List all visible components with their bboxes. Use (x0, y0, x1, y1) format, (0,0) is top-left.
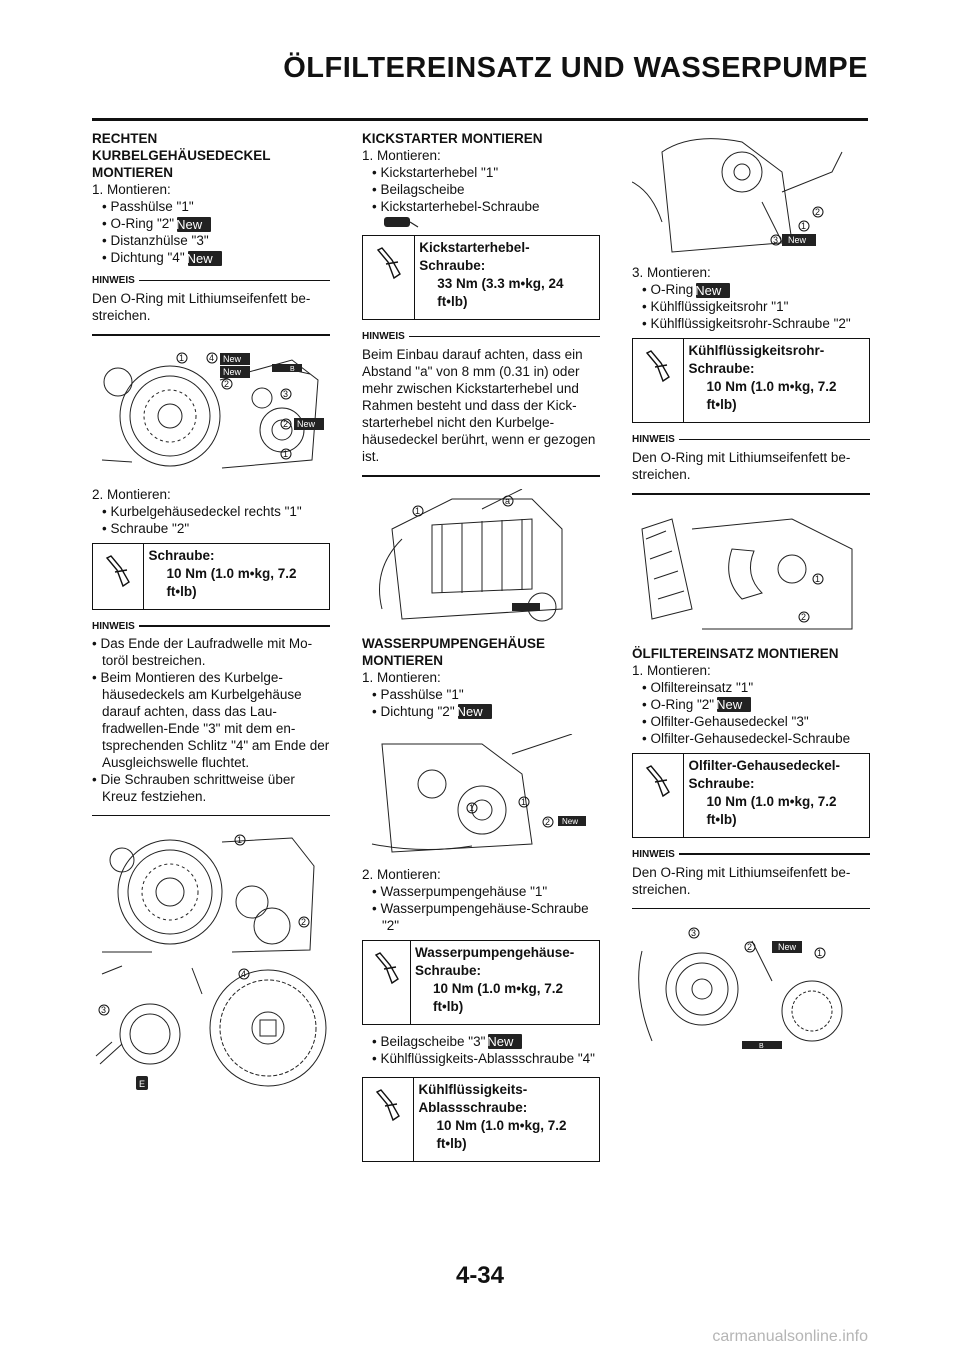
callout-label: 2 (301, 917, 307, 927)
list-item: • Passhülse "1" (102, 199, 194, 214)
torque-spec (362, 1077, 600, 1162)
list-item: • Kühlflüssigkeits-Ablassschraube "4" (372, 1050, 595, 1066)
new-badge: New (562, 816, 579, 826)
list-item: • Passhülse "1" (372, 686, 464, 702)
spec-value: 10 Nm (1.0 m•kg, 7.2 ft•lb) (706, 379, 837, 412)
list-item: • Kickstarterhebel-Schraube (372, 199, 540, 214)
note-box (362, 328, 600, 477)
list-item: • Beilagscheibe "3" New (372, 1033, 600, 1050)
column-1 (92, 130, 330, 1102)
callout-label: 3 (101, 1005, 107, 1015)
spec-value: 10 Nm (1.0 m•kg, 7.2 ft•lb) (166, 565, 297, 599)
callout-label: 4 (241, 969, 247, 979)
new-badge: New (177, 217, 211, 232)
list-item: • Wasserpumpengehäuse-Schraube "2" (372, 900, 589, 933)
figure-crankcase-cover (92, 830, 330, 958)
callout-label: 1 (415, 505, 421, 516)
list-item: • Kurbelgehäusedeckel rechts "1" (102, 503, 302, 519)
list-item: • Die Schrauben schrittweise über Kreuz festziehen. (92, 771, 295, 804)
list-item: • O-Ring "2" New (102, 215, 330, 232)
callout-label: 1 (815, 573, 821, 584)
callout-label: 4 (209, 352, 215, 363)
note-box (632, 846, 870, 910)
spec-value: 10 Nm (1.0 m•kg, 7.2 ft•lb) (706, 793, 837, 827)
callout-label: 3 (773, 235, 779, 245)
list-item: • Olfilter-Gehausedeckel-Schraube (642, 730, 851, 746)
new-badge: New (297, 418, 316, 429)
spec-value: 10 Nm (1.0 m•kg, 7.2 ft•lb) (433, 980, 564, 1014)
note-label: HINWEIS (92, 275, 135, 286)
figure-oil-filter (632, 921, 870, 1061)
callout-label: a (505, 495, 511, 506)
section-title: WASSERPUMPENGEHÄUSE MONTIEREN (362, 635, 546, 668)
note-box (92, 272, 330, 336)
list-item: • Schraube "2" (102, 520, 190, 536)
step: 1. Montieren: (362, 148, 441, 163)
figure-shaft-alignment (92, 964, 330, 1096)
column-2 (362, 130, 600, 1170)
spec-name: Kühlflüssigkeitsrohr-Schraube: (688, 343, 825, 376)
callout-label: 1 (179, 352, 185, 363)
list-item: • O-Ring "2" New (642, 696, 870, 713)
figure-water-pump-housing (362, 734, 600, 860)
lubricant-symbol: E (139, 1079, 146, 1089)
list-item: • Olfiltereinsatz "1" (642, 679, 754, 695)
torque-wrench-icon (372, 951, 402, 987)
step: 1. Montieren: (92, 182, 171, 197)
note-box (92, 618, 330, 817)
note-label: HINWEIS (92, 620, 135, 632)
new-badge: New (488, 1034, 522, 1049)
note-text: Den O-Ring mit Lithiumseifenfett be-streichen. (92, 291, 311, 323)
lubricant-symbol: B (290, 365, 295, 373)
spec-name: Wasserpumpengehäuse-Schraube: (415, 944, 575, 978)
new-badge: New (458, 704, 492, 719)
section-title: KICKSTARTER MONTIEREN (362, 131, 543, 146)
figure-coolant-pipe (632, 132, 870, 258)
section-title: ÖLFILTEREINSATZ MONTIEREN (632, 645, 839, 661)
note-text: Den O-Ring mit Lithiumseifenfett be-streichen. (632, 450, 851, 482)
list-item: • Kickstarterhebel "1" (372, 165, 499, 180)
figure-kickstarter (362, 489, 600, 627)
spec-name: Kickstarterhebel-Schraube: (419, 240, 530, 273)
section-title: RECHTEN KURBELGEHÄUSEDECKEL MONTIEREN (92, 131, 271, 180)
spec-name: Kühlflüssigkeits-Ablassschraube: (418, 1081, 528, 1115)
torque-wrench-icon (643, 349, 673, 385)
spec-value: 10 Nm (1.0 m•kg, 7.2 ft•lb) (436, 1117, 567, 1151)
callout-label: 1 (469, 802, 475, 813)
callout-label: 3 (283, 388, 289, 399)
figure-crankcase-inner (92, 350, 330, 478)
list-item: • Beim Montieren des Kurbelge-häusedeckels am Kurbelgehäuse darauf achten, dass das Lau-fradwellen-Ende "3" mit dem en-tsprechenden Schlitz "4" am Ende der Ausgleichswelle fluchtet. (92, 669, 330, 770)
thread-lock-icon (382, 215, 600, 229)
torque-wrench-icon (373, 1088, 403, 1124)
spec-name: Olfilter-Gehausedeckel-Schraube: (688, 757, 840, 791)
callout-label: 3 (691, 928, 697, 938)
callout-label: 2 (283, 418, 289, 429)
callout-label: 2 (224, 378, 230, 389)
callout-label: 2 (801, 611, 807, 622)
step: 1. Montieren: (362, 669, 441, 685)
torque-spec (362, 235, 600, 320)
new-badge: New (223, 366, 242, 377)
callout-label: 2 (747, 942, 753, 952)
list-item: • Beilagscheibe (372, 182, 465, 197)
lubricant-symbol: B (759, 1043, 764, 1050)
list-item: • Wasserpumpengehäuse "1" (372, 883, 548, 899)
list-item: • Distanzhülse "3" (102, 233, 209, 248)
torque-wrench-icon (643, 764, 673, 800)
new-badge: New (717, 697, 751, 712)
torque-spec (632, 753, 870, 838)
torque-spec (92, 543, 330, 610)
new-badge: New (223, 353, 242, 364)
spec-name: Schraube: (148, 547, 215, 563)
spec-value: 33 Nm (3.3 m•kg, 24 ft•lb) (437, 276, 564, 309)
note-label: HINWEIS (362, 331, 405, 342)
step: 2. Montieren: (92, 486, 171, 502)
callout-label: 2 (545, 816, 551, 827)
list-item: • Dichtung "4" New (102, 249, 330, 266)
list-item: • O-Ring New (642, 281, 870, 298)
step: 3. Montieren: (632, 265, 711, 280)
page-title: ÖLFILTEREINSATZ UND WASSERPUMPE (283, 52, 868, 84)
callout-label: 1 (283, 448, 289, 459)
new-badge: New (188, 251, 222, 266)
note-text: Den O-Ring mit Lithiumseifenfett be-streichen. (632, 864, 851, 897)
callout-label: 1 (817, 948, 823, 958)
figure-coolant-pipe-installed (632, 509, 870, 637)
callout-label: 1 (237, 835, 243, 845)
header-rule (92, 118, 868, 121)
note-box (632, 431, 870, 495)
page-number: 4-34 (455, 1262, 505, 1289)
note-label: HINWEIS (632, 848, 675, 860)
note-label: HINWEIS (632, 434, 675, 445)
torque-spec (632, 338, 870, 423)
callout-label: 2 (815, 207, 821, 217)
step: 2. Montieren: (362, 866, 441, 882)
list-item: • Kühlflüssigkeitsrohr "1" (642, 299, 789, 314)
column-3 (632, 130, 870, 1067)
torque-wrench-icon (103, 554, 133, 590)
note-text: Beim Einbau darauf achten, dass ein Abstand "a" von 8 mm (0.31 in) oder mehr zwischen Kickstarterhebel und Rahmen besteht und dass der Kick-starterhebel nicht den Kurbelge-häusedeckel berührt, wenn er gezogen ist. (362, 347, 596, 464)
list-item: • Olfilter-Gehausedeckel "3" (642, 713, 809, 729)
list-item: • Kühlflüssigkeitsrohr-Schraube "2" (642, 316, 851, 331)
callout-label: 1 (801, 221, 807, 231)
step: 1. Montieren: (632, 662, 711, 678)
list-item: • Das Ende der Laufradwelle mit Mo-toröl bestreichen. (92, 635, 313, 668)
torque-spec (362, 940, 600, 1025)
callout-label: 1 (521, 796, 527, 807)
new-badge: New (788, 235, 807, 245)
watermark: carmanualsonline.info (712, 1328, 868, 1345)
new-badge: New (778, 942, 797, 952)
list-item: • Dichtung "2" New (372, 703, 600, 720)
torque-wrench-icon (374, 246, 404, 282)
new-badge: New (696, 283, 730, 298)
